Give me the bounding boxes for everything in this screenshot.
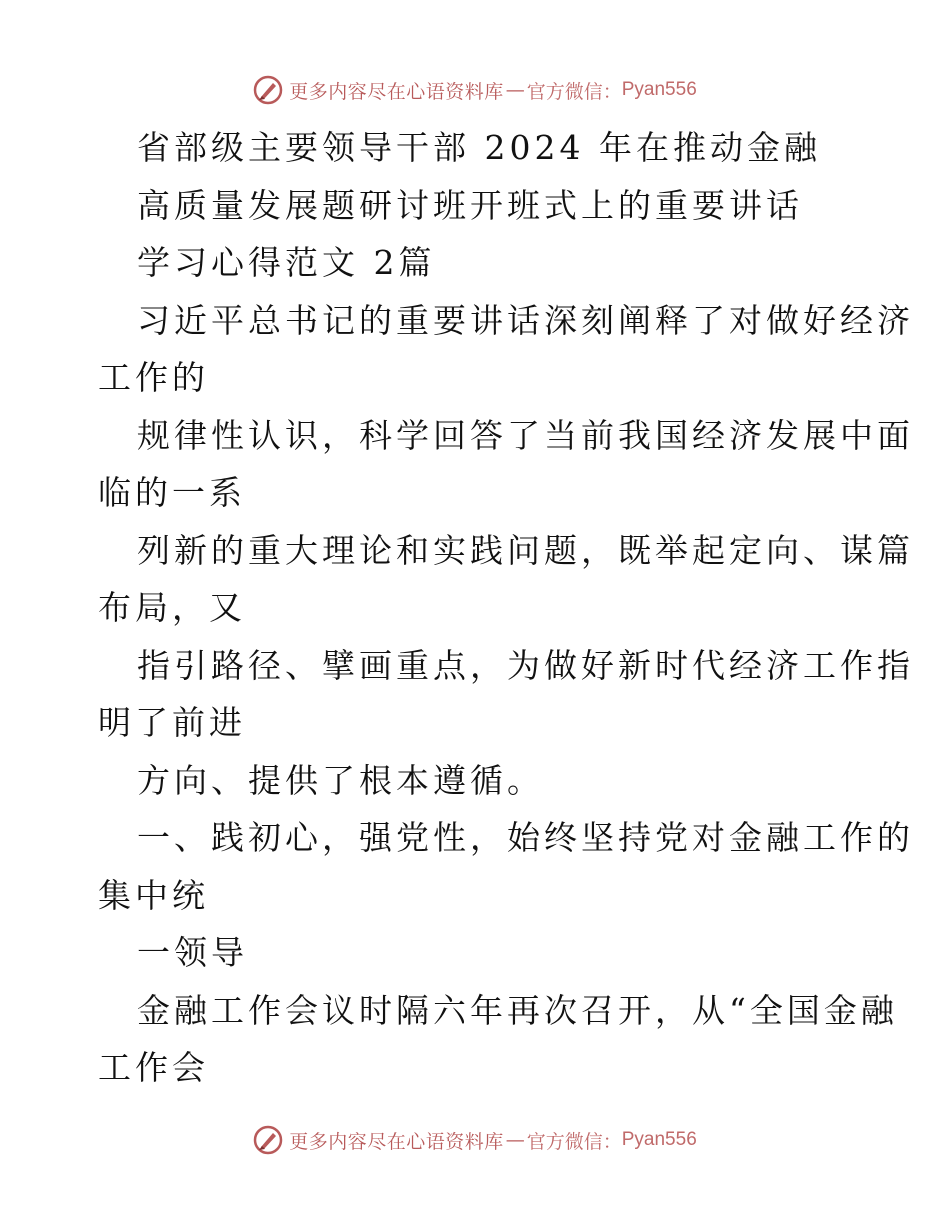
watermark-dash: — — [505, 1129, 525, 1151]
pen-logo-icon — [253, 1125, 283, 1155]
paragraph-line: 工作的 — [98, 358, 209, 397]
watermark-dash: — — [505, 79, 525, 101]
paragraph-line: 布局，又 — [98, 588, 246, 627]
watermark-header — [0, 70, 950, 110]
watermark-footer — [0, 1120, 950, 1160]
section-heading-line: 一、践初心，强党性，始终坚持党对金融工作的 — [137, 818, 914, 857]
paragraph-line: 金融工作会议时隔六年再次召开，从“全国金融 — [137, 990, 898, 1030]
paragraph-line: 临的一系 — [98, 473, 246, 512]
watermark-text: 更多内容尽在心语资料库 — [289, 80, 504, 103]
watermark-wechat-id: Pyan556 — [621, 1129, 697, 1150]
paragraph-line: 指引路径、擘画重点，为做好新时代经济工作指 — [137, 645, 914, 685]
document-body — [0, 119, 950, 1097]
title-line-1: 省部级主要领导干部 2024 年在推动金融 — [137, 128, 821, 167]
paragraph-line: 习近平总书记的重要讲话深刻阐释了对做好经济 — [137, 300, 914, 340]
section-heading-line: 一领导 — [137, 933, 248, 972]
title-line-2: 高质量发展题研讨班开班式上的重要讲话 — [137, 185, 803, 225]
paragraph-line: 工作会 — [98, 1048, 209, 1087]
section-heading-line: 集中统 — [98, 875, 209, 915]
watermark-official-label: 官方微信： — [526, 80, 622, 103]
paragraph-line: 列新的重大理论和实践问题，既举起定向、谋篇 — [137, 530, 914, 570]
watermark-wechat-id: Pyan556 — [621, 79, 697, 100]
paragraph-line: 方向、提供了根本遵循。 — [137, 760, 544, 800]
title-line-3: 学习心得范文 2篇 — [137, 243, 436, 282]
watermark-text: 更多内容尽在心语资料库 — [289, 1130, 504, 1153]
pen-logo-icon — [253, 75, 283, 105]
paragraph-line: 明了前进 — [98, 703, 246, 742]
paragraph-line: 规律性认识，科学回答了当前我国经济发展中面 — [137, 415, 914, 455]
watermark-official-label: 官方微信： — [526, 1130, 622, 1153]
